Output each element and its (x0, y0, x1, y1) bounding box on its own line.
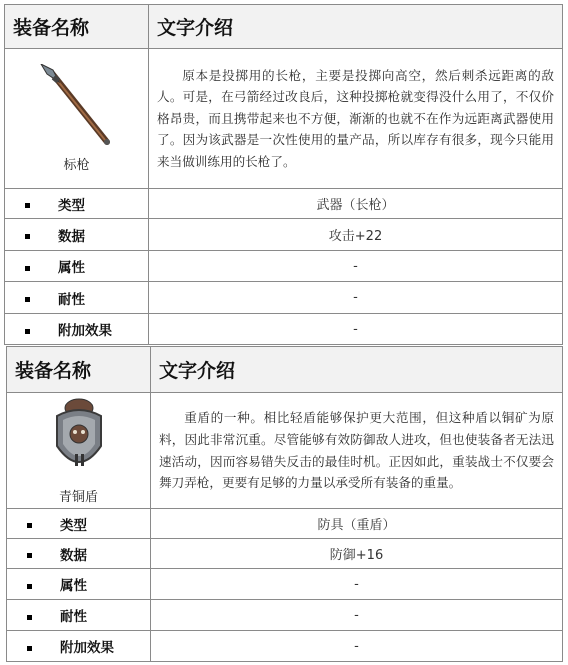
attr-value: - (151, 600, 563, 631)
attr-row-stats (5, 219, 563, 251)
attr-label: 耐性 (60, 609, 87, 625)
bullet-icon (25, 203, 30, 208)
attr-row-resistance (5, 282, 563, 314)
attr-label: 属性 (60, 578, 87, 594)
attr-value: 防具（重盾） (151, 509, 563, 539)
attr-label: 耐性 (58, 291, 85, 308)
attr-row-resistance (7, 600, 563, 631)
attr-value: 防御+16 (151, 539, 563, 569)
attr-label: 附加效果 (60, 640, 114, 656)
attr-row-attribute (5, 251, 563, 282)
attr-label: 数据 (58, 228, 85, 245)
item-row (7, 393, 563, 509)
header-equipment-name: 装备名称 (7, 347, 151, 393)
attr-value: - (149, 282, 563, 314)
bullet-icon (25, 297, 30, 302)
attr-row-effect (5, 314, 563, 345)
bullet-icon (27, 523, 32, 528)
equipment-table-bronze-shield (6, 346, 563, 662)
bullet-icon (25, 266, 30, 271)
equipment-table-javelin (4, 4, 563, 345)
attr-value: 武器（长枪） (149, 189, 563, 219)
bullet-icon (25, 329, 30, 334)
attr-label: 属性 (58, 260, 85, 276)
attr-row-attribute (7, 569, 563, 600)
bullet-icon (27, 553, 32, 558)
header-equipment-name: 装备名称 (5, 5, 149, 49)
attr-value: - (151, 569, 563, 600)
table-header-row (5, 5, 563, 49)
attr-value: - (151, 631, 563, 662)
javelin-icon (37, 64, 117, 148)
attr-row-effect (7, 631, 563, 662)
table-header-row (7, 347, 563, 393)
item-image-cell (7, 393, 151, 509)
item-name: 标枪 (63, 158, 90, 173)
attr-label: 类型 (60, 517, 87, 534)
attr-value: 攻击+22 (149, 219, 563, 251)
item-description: 原本是投掷用的长枪，主要是投掷向高空，然后刺杀远距离的敌人。可是，在弓箭经过改良后，这种投掷枪就变得没什么用了，不仅价格昂贵，而且携带起来也不方便，渐渐的也就不在作为远距离武器使用了。因为该武器是一次性使用的量产品，所以库存有很多，现今只能用来当做训练用的长枪了。 (149, 49, 563, 189)
attr-row-type (5, 189, 563, 219)
bronze-shield-icon (51, 396, 107, 480)
item-row (5, 49, 563, 189)
attr-label: 数据 (60, 547, 87, 564)
bullet-icon (27, 646, 32, 651)
header-description: 文字介绍 (149, 5, 563, 49)
attr-row-stats (7, 539, 563, 569)
attr-label: 类型 (58, 197, 85, 214)
attr-row-type (7, 509, 563, 539)
attr-label: 附加效果 (58, 323, 112, 339)
attr-value: - (149, 251, 563, 282)
bullet-icon (25, 234, 30, 239)
attr-value: - (149, 314, 563, 345)
item-name: 青铜盾 (58, 490, 98, 505)
bullet-icon (27, 615, 32, 620)
item-image-cell (5, 49, 149, 189)
header-description: 文字介绍 (151, 347, 563, 393)
bullet-icon (27, 584, 32, 589)
item-description: 重盾的一种。相比轻盾能够保护更大范围，但这种盾以铜矿为原料，因此非常沉重。尽管能够有效防御敌人进攻，但也使装备者无法迅速活动，因而容易错失反击的最佳时机。正因如此，重装战士不仅要会舞刀弄枪，更要有足够的力量以承受所有装备的重量。 (151, 393, 563, 509)
